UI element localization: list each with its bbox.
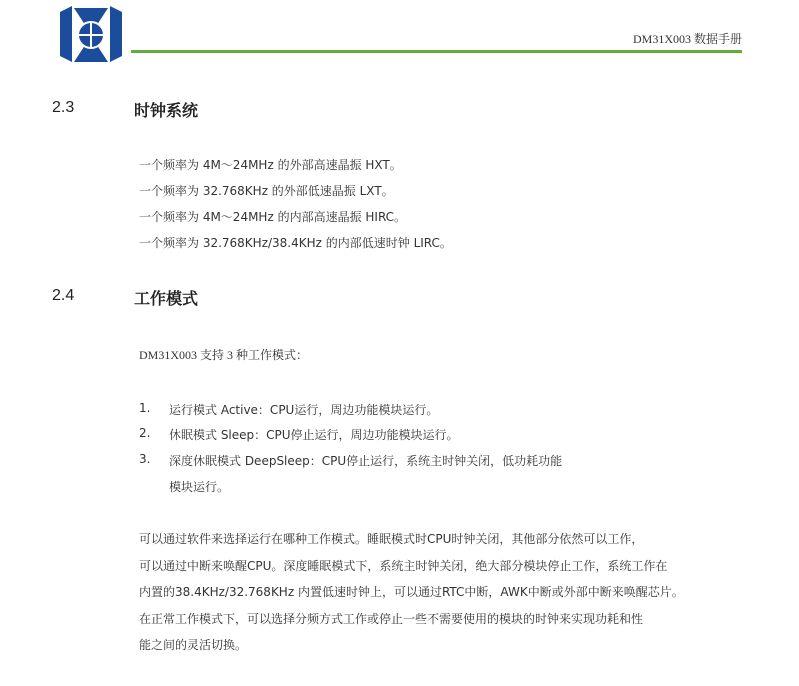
paragraph-line: 能之间的灵活切换。: [139, 638, 248, 652]
clock-line: 一个频率为 4M～24MHz 的外部高速晶振 HXT。: [139, 158, 402, 172]
body-paragraph: [139, 526, 744, 659]
list-item-text: 深度休眠模式 DeepSleep：CPU停止运行，系统主时钟关闭，低功耗功能: [169, 454, 563, 468]
doc-title: DM31X003 数据手册: [632, 32, 742, 46]
section-title: 工作模式: [134, 289, 199, 308]
list-item-number: 1.: [139, 401, 151, 415]
header-rule: [131, 50, 742, 53]
list-item-text: 休眠模式 Sleep：CPU停止运行，周边功能模块运行。: [169, 428, 459, 442]
section-title: 时钟系统: [134, 101, 199, 120]
clock-line: 一个频率为 4M～24MHz 的内部高速晶振 HIRC。: [139, 210, 407, 224]
paragraph-line: 可以通过软件来选择运行在哪种工作模式。睡眠模式时CPU时钟关闭，其他部分依然可以工作，: [139, 532, 644, 546]
paragraph-line: 内置的38.4KHz/32.768KHz 内置低速时钟上，可以通过RTC中断，AWK中断或外部中断来唤醒芯片。: [139, 585, 684, 599]
section-number: 2.4: [52, 287, 75, 304]
list-item-text: 运行模式 Active：CPU运行，周边功能模块运行。: [169, 403, 439, 417]
clock-line: 一个频率为 32.768KHz 的外部低速晶振 LXT。: [139, 184, 394, 198]
company-logo: [52, 4, 130, 66]
paragraph-line: 在正常工作模式下，可以选择分频方式工作或停止一些不需要使用的模块的时钟来实现功耗和性: [139, 611, 644, 626]
list-item-text-continued: 模块运行。: [169, 480, 230, 494]
paragraph-line: 可以通过中断来唤醒CPU。深度睡眠模式下，系统主时钟关闭，绝大部分模块停止工作，系统工作在: [139, 558, 668, 573]
list-item-number: 2.: [139, 426, 151, 440]
section-number: 2.3: [52, 99, 75, 116]
list-item-number: 3.: [139, 452, 151, 466]
intro-text: DM31X003 支持 3 种工作模式：: [139, 348, 309, 362]
clock-line: 一个频率为 32.768KHz/38.4KHz 的内部低速时钟 LIRC。: [139, 236, 452, 250]
